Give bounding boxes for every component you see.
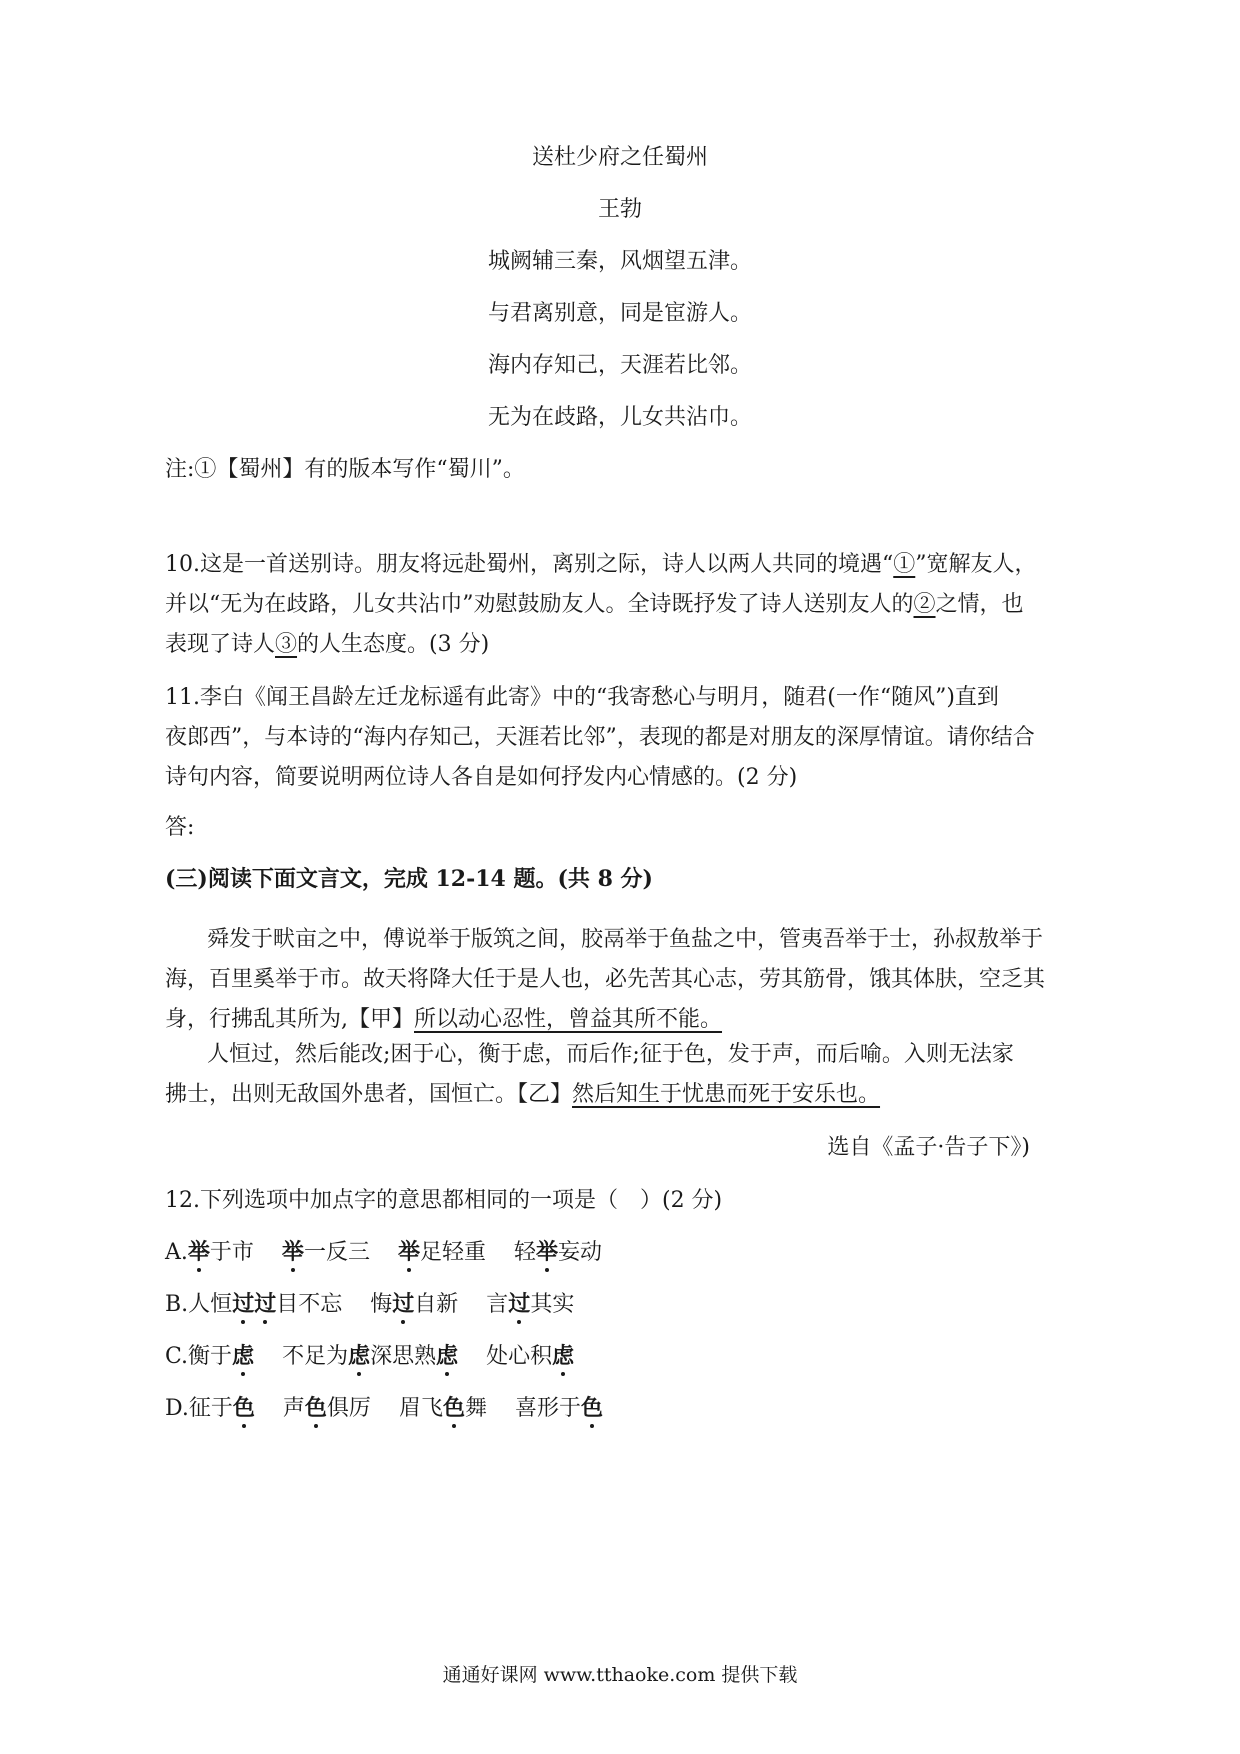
option-d: D.征于色 声色俱厉 眉飞色舞 喜形于色 (165, 1395, 604, 1421)
passage-1-line-1: 舜发于畎亩之中，傅说举于版筑之间，胶鬲举于鱼盐之中，管夷吾举于士，孙叔敖举于 (207, 927, 1044, 952)
question-11-line-1: 11.李白《闻王昌龄左迁龙标遥有此寄》中的“我寄愁心与明月，随君(一作“随风”)直到 (165, 685, 999, 710)
question-10-line-1: 10.这是一首送别诗。朋友将远赴蜀州，离别之际，诗人以两人共同的境遇“①”宽解友人， (165, 552, 1037, 577)
poem-note: 注:①【蜀州】有的版本写作“蜀川”。 (165, 457, 525, 482)
question-11-line-2: 夜郎西”，与本诗的“海内存知己，天涯若比邻”，表现的都是对朋友的深厚情谊。请你结合 (165, 725, 1035, 750)
passage-paragraph-2 (165, 1035, 1014, 1115)
answer-blank-2: ② (913, 592, 936, 617)
passage-paragraph-1 (165, 920, 1045, 1040)
answer-label: 答: (165, 815, 195, 840)
question-10 (165, 545, 1037, 665)
question-11-line-3: 诗句内容，简要说明两位诗人各自是如何抒发内心情感的。(2 分) (165, 765, 798, 790)
question-12-stem: 12.下列选项中加点字的意思都相同的一项是（ ）(2 分) (165, 1188, 723, 1213)
section-3-heading: (三)阅读下面文言文，完成 12-14 题。(共 8 分) (165, 866, 653, 892)
question-11 (165, 678, 1035, 798)
passage-2-line-1: 人恒过，然后能改;困于心，衡于虑，而后作;征于色，发于声，而后喻。入则无法家 (207, 1042, 1014, 1067)
passage-1-line-3: 身，行拂乱其所为,【甲】所以动心忍性，曾益其所不能。 (165, 1007, 723, 1032)
passage-2-line-2: 拂士，出则无敌国外患者，国恒亡。【乙】然后知生于忧患而死于安乐也。 (165, 1082, 881, 1107)
option-b: B.人恒过过目不忘 悔过自新 言过其实 (165, 1291, 575, 1317)
footer-watermark: 通通好课网 www.tthaoke.com 提供下载 (442, 1664, 798, 1686)
question-10-line-3: 表现了诗人③的人生态度。(3 分) (165, 632, 490, 657)
underlined-sentence-yi: 然后知生于忧患而死于安乐也。 (572, 1082, 881, 1107)
poem-title: 送杜少府之任蜀州 (531, 145, 708, 170)
option-c: C.衡于虑 不足为虑深思熟虑 处心积虑 (165, 1343, 575, 1369)
underlined-sentence-jia: 所以动心忍性，曾益其所不能。 (414, 1007, 723, 1032)
passage-1-line-2: 海，百里奚举于市。故天将降大任于是人也，必先苦其心志，劳其筋骨，饿其体肤，空乏其 (165, 967, 1046, 992)
answer-blank-3: ③ (275, 632, 298, 657)
poem-line-1: 城阙辅三秦，风烟望五津。 (487, 249, 752, 274)
poem-line-4: 无为在歧路，儿女共沾巾。 (487, 405, 752, 430)
passage-source: 选自《孟子·告子下》) (827, 1135, 1030, 1160)
poem-line-3: 海内存知己，天涯若比邻。 (487, 353, 752, 378)
question-10-line-2: 并以“无为在歧路，儿女共沾巾”劝慰鼓励友人。全诗既抒发了诗人送别友人的②之情，也 (165, 592, 1024, 617)
option-a: A.举于市 举一反三 举足轻重 轻举妄动 (165, 1239, 603, 1265)
poem-line-2: 与君离别意，同是宦游人。 (487, 301, 752, 326)
poem-author: 王勃 (597, 197, 642, 222)
answer-blank-1: ① (893, 552, 916, 577)
